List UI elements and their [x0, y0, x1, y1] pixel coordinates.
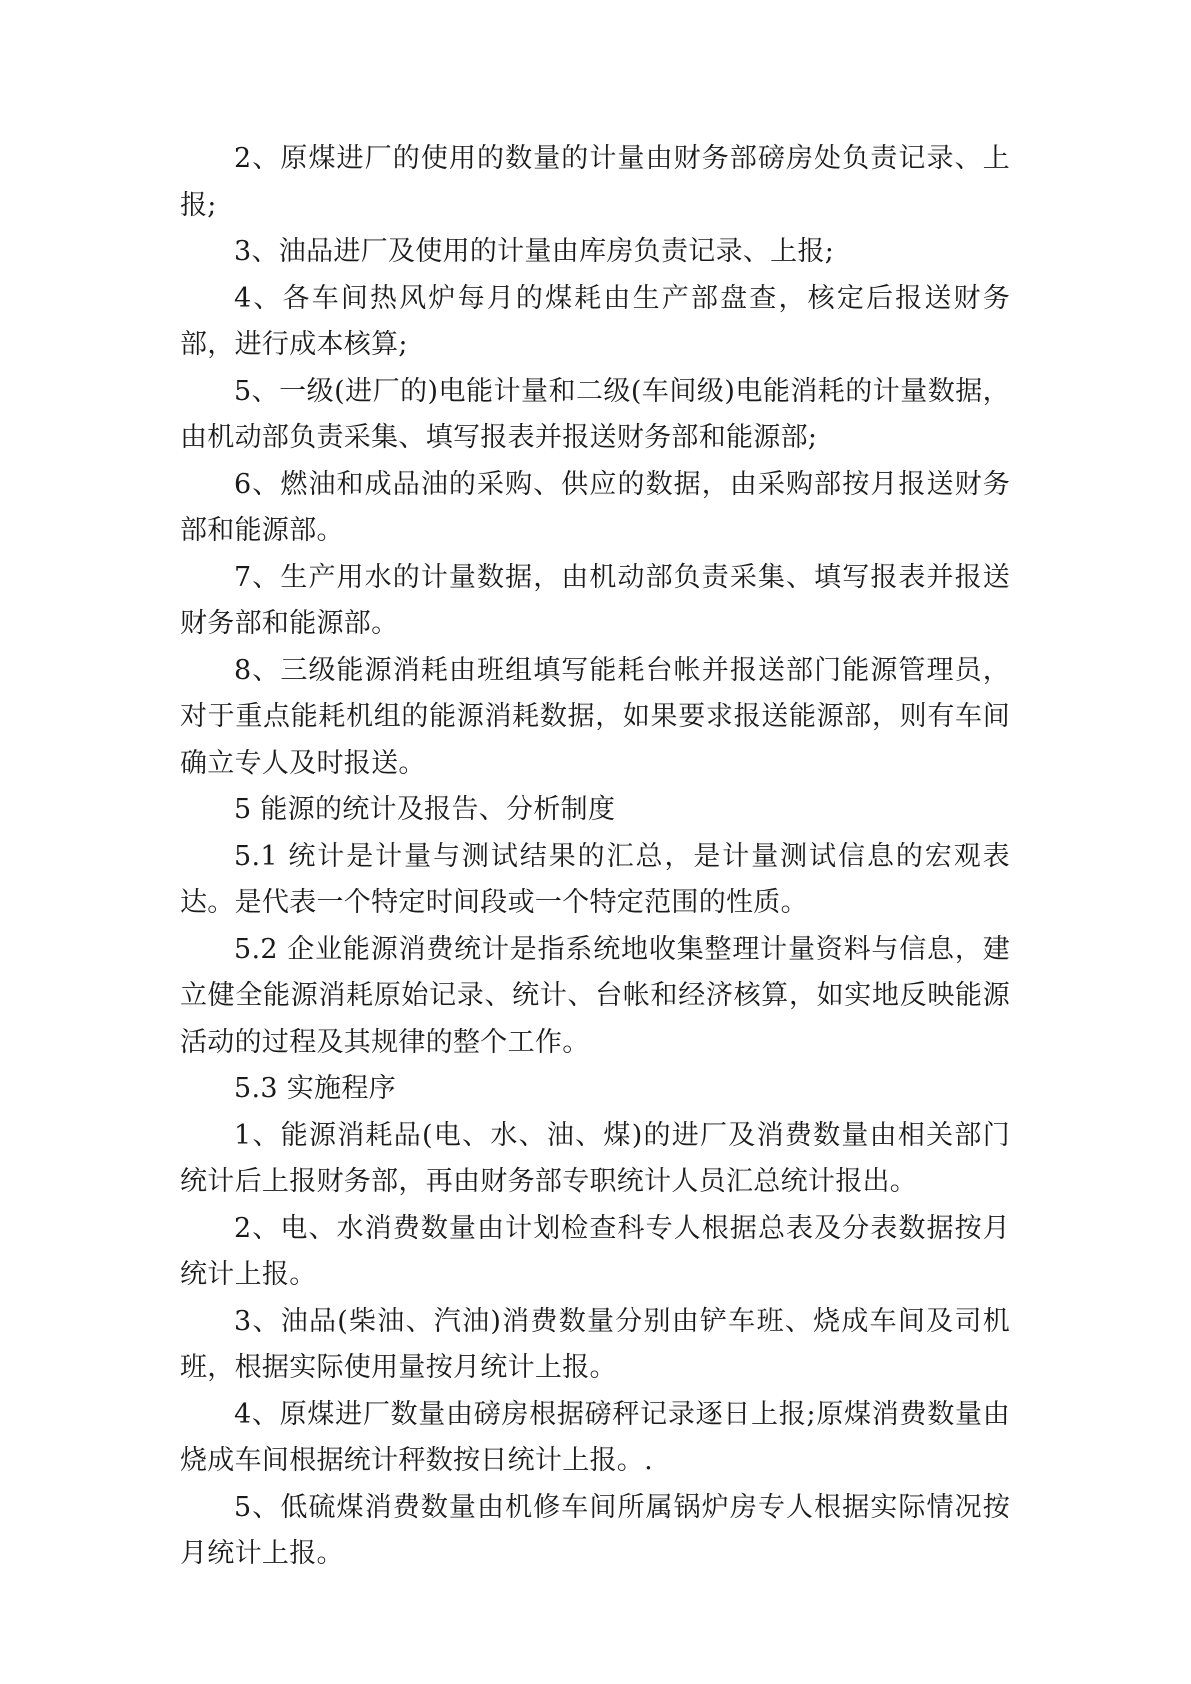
- subsection-heading: 5.3 实施程序: [234, 1073, 396, 1104]
- paragraph: 3、油品进厂及使用的计量由库房负责记录、上报;: [234, 236, 835, 267]
- section-heading: 5 能源的统计及报告、分析制度: [234, 794, 616, 825]
- paragraph: 5、低硫煤消费数量由机修车间所属锅炉房专人根据实际情况按月统计上报。: [180, 1491, 1010, 1569]
- paragraph: 8、三级能源消耗由班组填写能耗台帐并报送部门能源管理员，对于重点能耗机组的能源消耗数据，如果要求报送能源部，则有车间确立专人及时报送。: [180, 654, 1010, 779]
- paragraph: 4、原煤进厂数量由磅房根据磅秤记录逐日上报;原煤消费数量由烧成车间根据统计秤数按日统计上报。.: [180, 1398, 1010, 1476]
- document-body: [180, 136, 1010, 1578]
- paragraph: 5.2 企业能源消费统计是指系统地收集整理计量资料与信息，建立健全能源消耗原始记录、统计、台帐和经济核算，如实地反映能源活动的过程及其规律的整个工作。: [180, 933, 1010, 1058]
- paragraph: 4、各车间热风炉每月的煤耗由生产部盘查，核定后报送财务部，进行成本核算;: [180, 282, 1010, 360]
- paragraph: 5、一级(进厂的)电能计量和二级(车间级)电能消耗的计量数据，由机动部负责采集、填写报表并报送财务部和能源部;: [180, 375, 1010, 453]
- paragraph: 2、电、水消费数量由计划检查科专人根据总表及分表数据按月统计上报。: [180, 1212, 1010, 1290]
- paragraph: 1、能源消耗品(电、水、油、煤)的进厂及消费数量由相关部门统计后上报财务部，再由财务部专职统计人员汇总统计报出。: [180, 1119, 1010, 1197]
- paragraph: 5.1 统计是计量与测试结果的汇总，是计量测试信息的宏观表达。是代表一个特定时间段或一个特定范围的性质。: [180, 840, 1010, 918]
- paragraph: 7、生产用水的计量数据，由机动部负责采集、填写报表并报送财务部和能源部。: [180, 561, 1010, 639]
- paragraph: 6、燃油和成品油的采购、供应的数据，由采购部按月报送财务部和能源部。: [180, 468, 1010, 546]
- paragraph: 3、油品(柴油、汽油)消费数量分别由铲车班、烧成车间及司机班，根据实际使用量按月统计上报。: [180, 1305, 1010, 1383]
- paragraph: 2、原煤进厂的使用的数量的计量由财务部磅房处负责记录、上报;: [180, 143, 1010, 221]
